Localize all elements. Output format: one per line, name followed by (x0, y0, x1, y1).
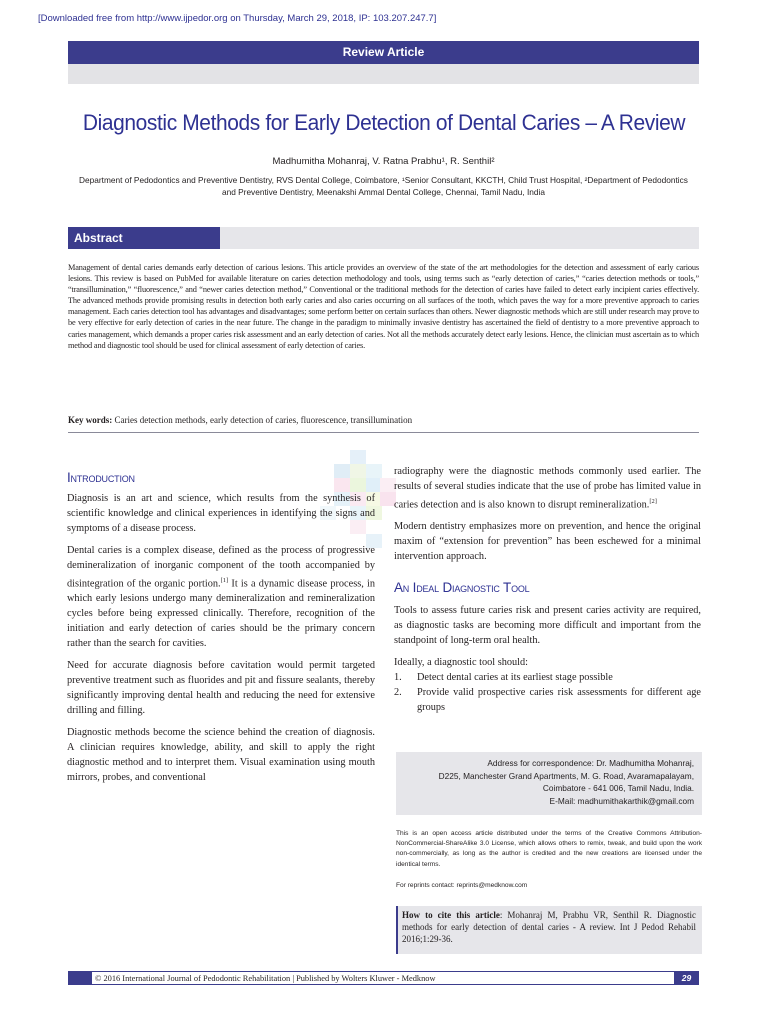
affiliation-line: Department of Pedodontics and Preventive Dentistry, RVS Dental College, Coimbatore, ¹Senior Consultant, KKCTH, Child Trust Hospital, ²Department of Pedodontics (79, 175, 688, 185)
affiliation (68, 175, 699, 198)
section-heading-introduction: Introduction (67, 470, 135, 485)
paragraph: Modern dentistry emphasizes more on prevention, and hence the original maxim of “extension for prevention” has been eschewed for a minimal intervention approach. (394, 521, 701, 563)
right-column (394, 464, 701, 715)
cite-text: : Mohanraj M, Prabhu VR, Senthil R. Diagnostic methods for early detection of dental caries - A review. Int J Pedod Rehabil 2016;1:29-36. (402, 910, 696, 944)
list-number: 2. (394, 687, 402, 699)
paragraph: Ideally, a diagnostic tool should: (394, 657, 529, 669)
keywords-label: Key words: (68, 415, 113, 425)
list-number: 1. (394, 672, 402, 684)
list-text: Provide valid prospective caries risk assessments for different age groups (417, 687, 701, 714)
page-number: 29 (681, 973, 692, 983)
paragraph (394, 464, 701, 512)
abstract-heading: Abstract (68, 227, 220, 249)
footer-accent (68, 971, 92, 985)
paragraph-text: Dental caries is a complex disease, defined as the process of progressive demineralization of inorganic component of the tooth accompanied by disintegration of the organic portion. (67, 545, 375, 590)
paragraph-text: It is a dynamic disease process, in which early lesions undergo many demineralization and remineralization cycles before being expressed clinically. Therefore, recognition of the initiation and early detection of caries should be the primary concern rather than the search for cavities. (67, 578, 375, 650)
keywords-list: Caries detection methods, early detection of caries, fluorescence, transillumination (112, 415, 413, 425)
citation: [2] (649, 498, 657, 505)
footer-text: © 2016 International Journal of Pedodontic Rehabilitation | Published by Wolters Kluwer - Medknow (92, 971, 674, 985)
download-note: [Downloaded free from http://www.ijpedor.org on Thursday, March 29, 2018, IP: 103.207.247.7] (38, 13, 437, 24)
authors: Madhumitha Mohanraj, V. Ratna Prabhu¹, R. Senthil² (272, 156, 495, 167)
divider (68, 432, 699, 433)
abstract-text: Management of dental caries demands early detection of carious lesions. This article provides an overview of the state of the art methodologies for the detection and assessment of early carious lesions. This review is based on PubMed for available literature on caries detection methodology and tools, using terms such as “early detection of caries,” “caries detection methods or tools,” “transillumination,” “fluorescence,” and “newer caries detection method,” Conventional or the traditional methods for the detection of caries have failed to detect early incipient caries effectively. The advanced methods provide promising results in detection both early caries and also caries occurring on all surfaces of the tooth, which paves the way for a more preventive approach to caries management. Each caries detection tool has advantages and disadvantages; some perform better on certain surfaces than others. Newer diagnostic methods which are still under research may prove to be very effective for early detection of caries in the near future. The change in the paradigm to minimally invasive dentistry has ascertained the field of dentistry to a more preventive approach to caries management, which demands a proper caries risk assessment and an early detection of caries. Not all the methods accurately detect early lesions. Hence, the clinician must ascertain as to which method and diagnostic tool should be used for clinical assessment of early detection of caries. (68, 263, 699, 350)
citation: [1] (220, 577, 229, 584)
citation-box (396, 906, 702, 954)
correspondence-line: D225, Manchester Grand Apartments, M. G. Road, Avaramapalayam, (438, 770, 694, 781)
correspondence-line: Coimbatore - 641 006, Tamil Nadu, India. (542, 783, 694, 793)
paragraph: Need for accurate diagnosis before cavitation would permit targeted preventive treatment such as fluorides and pit and fissure sealants, thereby significantly improving dental health and reducing the need for extensive drilling and filling. (67, 660, 375, 717)
section-banner: Review Article (68, 41, 699, 64)
keywords (68, 415, 699, 425)
cite-label: How to cite this article (402, 910, 500, 920)
paragraph: Diagnostic methods become the science behind the creation of diagnosis. A clinician requires knowledge, ability, and skill to apply the right diagnostic method and to interpret them. Visual examination using mouth mirrors, probes, and conventional (67, 727, 375, 784)
banner-underbar (68, 64, 699, 84)
correspondence-line: Address for correspondence: Dr. Madhumitha Mohanraj, (487, 758, 694, 768)
open-access-notice: This is an open access article distributed under the terms of the Creative Commons Attribution-NonCommercial-ShareAlike 3.0 License, which allows others to remix, tweak, and build upon the work non-commercially, as long as the author is credited and the new creations are licensed under the identical terms. (396, 830, 702, 868)
paragraph: Tools to assess future caries risk and present caries activity are required, as diagnostic tasks are becoming more difficult and important from the standpoint of long-term oral health. (394, 605, 701, 647)
article-title: Diagnostic Methods for Early Detection of Dental Caries – A Review (82, 110, 686, 135)
paragraph-text: radiography were the diagnostic methods commonly used earlier. The results of several studies indicate that the use of probe has limited value in caries detection and is also known to disrupt remineralization. (394, 466, 701, 511)
section-heading-ideal-tool: An Ideal Diagnostic Tool (394, 580, 530, 596)
paragraph (67, 543, 375, 651)
correspondence-email: E-Mail: madhumithakarthik@gmail.com (549, 795, 694, 806)
list-item (394, 685, 701, 715)
list-text: Detect dental caries at its earliest stage possible (417, 672, 613, 684)
list-item (394, 670, 701, 685)
correspondence-box (396, 752, 702, 815)
left-column (67, 470, 375, 792)
reprints-contact: For reprints contact: reprints@medknow.com (396, 882, 528, 889)
paragraph: Diagnosis is an art and science, which results from the synthesis of scientific knowledge and clinical experiences in identifying the signs and symptoms of a disease process. (67, 493, 375, 534)
affiliation-line: and Preventive Dentistry, Meenakshi Ammal Dental College, Chennai, Tamil Nadu, India (222, 186, 545, 197)
requirements-list (394, 670, 701, 715)
